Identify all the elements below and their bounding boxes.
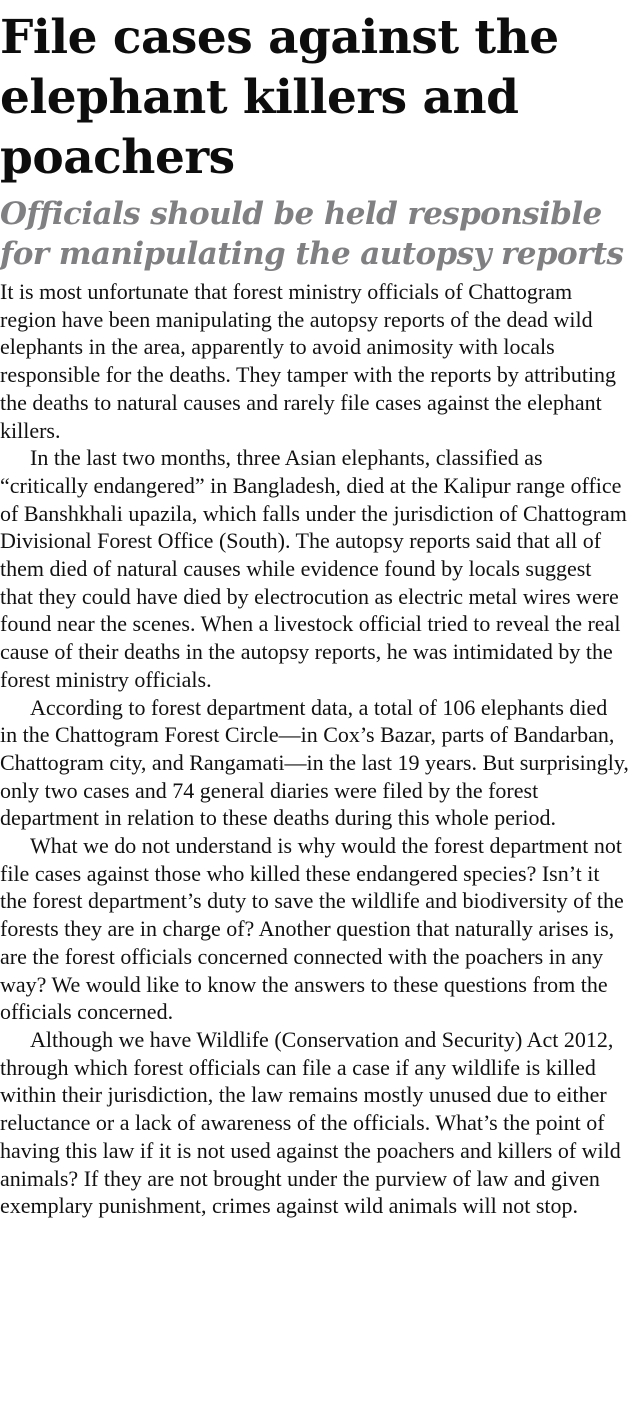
headline: File cases against the elephant killers and poachers	[0, 10, 559, 185]
paragraph-3: According to forest department data, a total of 106 elephants died in the Chattogram Forest Circle—in Cox’s Bazar, parts of Bandarban, Chattogram city, and Rangamati—in the last 19 years. But surprisingly, only two cases and 74 general diaries were filed by the forest department in relation to these deaths during this whole period.	[0, 694, 629, 831]
paragraph-2: In the last two months, three Asian elephants, classified as “critically endangered” in Bangladesh, died at the Kalipur range office of Banshkhali upazila, which falls under the jurisdiction of Chattogram Divisional Forest Office (South). The autopsy reports said that all of them died of natural causes while evidence found by locals suggest that they could have died by electrocution as electric metal wires were found near the scenes. When a livestock official tried to reveal the real cause of their deaths in the autopsy reports, he was intimidated by the forest ministry officials.	[0, 445, 627, 692]
paragraph-1: It is most unfortunate that forest ministry officials of Chattogram region have been manipulating the autopsy reports of the dead wild elephants in the area, apparently to avoid animosity with locals responsible for the deaths. They tamper with the reports by attributing the deaths to natural causes and rarely file cases against the elephant killers.	[0, 279, 617, 443]
article-body	[0, 278, 629, 1220]
subheadline: Officials should be held responsible for manipulating the autopsy reports	[0, 196, 624, 272]
paragraph-4: What we do not understand is why would the forest department not file cases against those who killed these endangered species? Isn’t it the forest department’s duty to save the wildlife and biodiversity of the forests they are in charge of? Another question that naturally arises is, are the forest officials concerned connected with the poachers in any way? We would like to know the answers to these questions from the officials concerned.	[0, 833, 624, 1025]
paragraph-5: Although we have Wildlife (Conservation and Security) Act 2012, through which forest officials can file a case if any wildlife is killed within their jurisdiction, the law remains mostly unused due to either reluctance or a lack of awareness of the officials. What’s the point of having this law if it is not used against the poachers and killers of wild animals? If they are not brought under the purview of law and given exemplary punishment, crimes against wild animals will not stop.	[0, 1026, 621, 1219]
